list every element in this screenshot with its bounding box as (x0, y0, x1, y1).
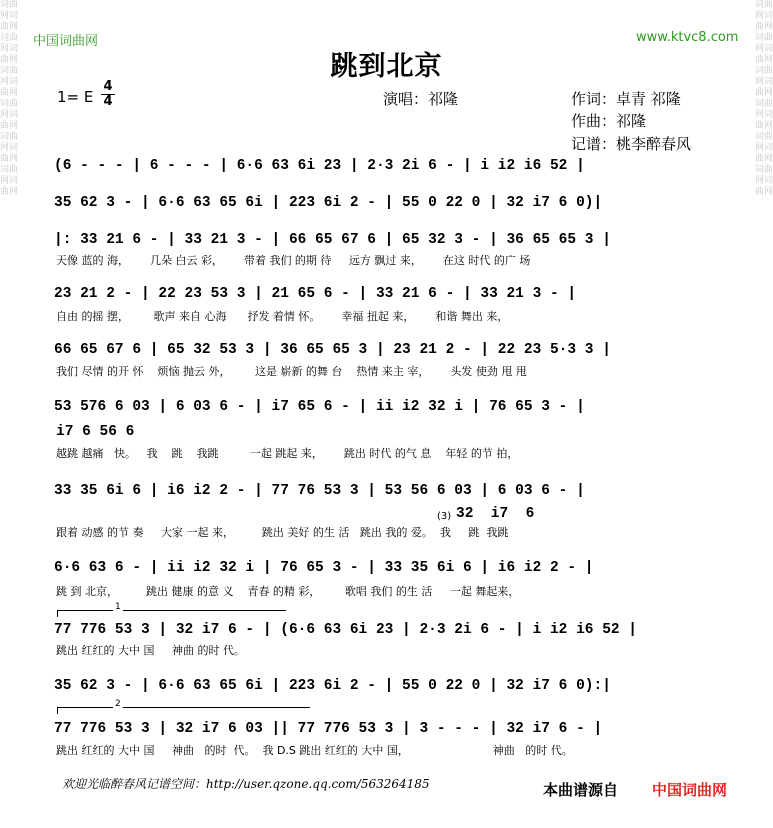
score-row-8: 6·6 63 6 - | ii i2 32 i | 76 65 3 - | 33 35 6i 6 | i6 i2 2 - | (54, 560, 594, 576)
key-signature: 1= E (57, 88, 94, 106)
time-signature-top: 4 (101, 80, 115, 95)
footer-note[interactable]: 欢迎光临醉春风记谱空间：http://user.qzone.qq.com/563264185 (62, 777, 430, 791)
score-row-6: 53 576 6 03 | 6 03 6 - | i7 65 6 - | ii i2 32 i | 76 65 3 - | (54, 399, 585, 415)
source-site[interactable]: 中国词曲网 (652, 781, 728, 799)
score-row-4: 23 21 2 - | 22 23 53 3 | 21 65 6 - | 33 21 6 - | 33 21 3 - | (54, 286, 577, 302)
score-row-6-sub: i7 6 56 6 (56, 424, 135, 440)
site-name-left[interactable]: 中国词曲网 (33, 34, 99, 49)
score-row-7-sub: 32 i7 6 (456, 506, 535, 522)
repeat-mark: (3) (437, 511, 452, 522)
source-label: 本曲谱源自 (543, 781, 619, 799)
lyrics-row-3: 天像 蓝的 海， 几朵 白云 彩， 带着 我们 的期 待 远方 飘过 来， 在这 时代 的广 场 (56, 254, 531, 267)
volta-2-label: 2 (115, 699, 121, 709)
score-row-1: (6 - - - | 6 - - - | 6·6 63 6i 23 | 2·3 2i 6 - | i i2 i6 52 | (54, 158, 585, 174)
score-row-11: 77 776 53 3 | 32 i7 6 03 || 77 776 53 3 | 3 - - - | 32 i7 6 - | (54, 721, 603, 737)
volta-bracket-1 (57, 602, 286, 617)
score-row-7: 33 35 6i 6 | i6 i2 2 - | 77 76 53 3 | 53 56 6 03 | 6 03 6 - | (54, 483, 585, 499)
song-title: 跳到北京 (330, 51, 443, 82)
site-url-right[interactable]: www.ktvc8.com (636, 30, 739, 45)
watermark-left: 词曲网词曲网词曲网词曲网词曲网词曲网词曲网词曲网词曲网词曲网词曲网词曲网 (0, 0, 18, 197)
lyrics-row-11: 跳出 红红的 大中 国 神曲 的时 代。 我 D.S 跳出 红红的 大中 国， 神曲 的时 代。 (56, 744, 573, 757)
time-signature-bottom: 4 (103, 94, 113, 109)
score-row-3: |: 33 21 6 - | 33 21 3 - | 66 65 67 6 | 65 32 3 - | 36 65 65 3 | (54, 232, 611, 248)
lyrics-row-8: 跳 到 北京， 跳出 健康 的意 义 青春 的精 彩， 歌唱 我们 的生 活 一起 舞起来， (56, 585, 520, 598)
volta-bracket-2 (57, 699, 310, 714)
score-row-5: 66 65 67 6 | 65 32 53 3 | 36 65 65 3 | 23 21 2 - | 22 23 5·3 3 | (54, 342, 611, 358)
lyrics-row-5: 我们 尽情 的开 怀 烦恼 抛云 外， 这是 崭新 的舞 台 热情 来主 宰， 头发 使劲 甩 甩 (56, 365, 527, 378)
time-signature (101, 80, 115, 109)
score-row-9: 77 776 53 3 | 32 i7 6 - | (6·6 63 6i 23 | 2·3 2i 6 - | i i2 i6 52 | (54, 622, 637, 638)
volta-1-label: 1 (115, 602, 121, 612)
lyrics-row-4: 自由 的摇 摆， 歌声 来自 心海 抒发 着情 怀。 幸福 扭起 来， 和谐 舞出 来， (56, 310, 509, 323)
lyrics-row-7: 跟着 动感 的节 奏 大家 一起 来， 跳出 美好 的生 活 跳出 我的 爱。 我 跳 我跳 (56, 526, 509, 539)
score-row-10: 35 62 3 - | 6·6 63 65 6i | 223 6i 2 - | 55 0 22 0 | 32 i7 6 0):| (54, 678, 611, 694)
lyrics-row-9: 跳出 红红的 大中 国 神曲 的时 代。 (56, 644, 245, 657)
composer: 作曲：祁隆 (571, 112, 647, 130)
transcriber: 记谱：桃李醉春风 (571, 135, 692, 153)
watermark-right: 词曲网词曲网词曲网词曲网词曲网词曲网词曲网词曲网词曲网词曲网词曲网词曲网 (755, 0, 773, 197)
score-row-2: 35 62 3 - | 6·6 63 65 6i | 223 6i 2 - | 55 0 22 0 | 32 i7 6 0)| (54, 195, 603, 211)
lyricist: 作词：卓青 祁隆 (571, 90, 681, 108)
lyrics-row-6: 越跳 越痛 快。 我 跳 我跳 一起 跳起 来， 跳出 时代 的气 息 年轻 的节 拍， (56, 447, 519, 460)
performer: 演唱：祁隆 (383, 90, 459, 108)
